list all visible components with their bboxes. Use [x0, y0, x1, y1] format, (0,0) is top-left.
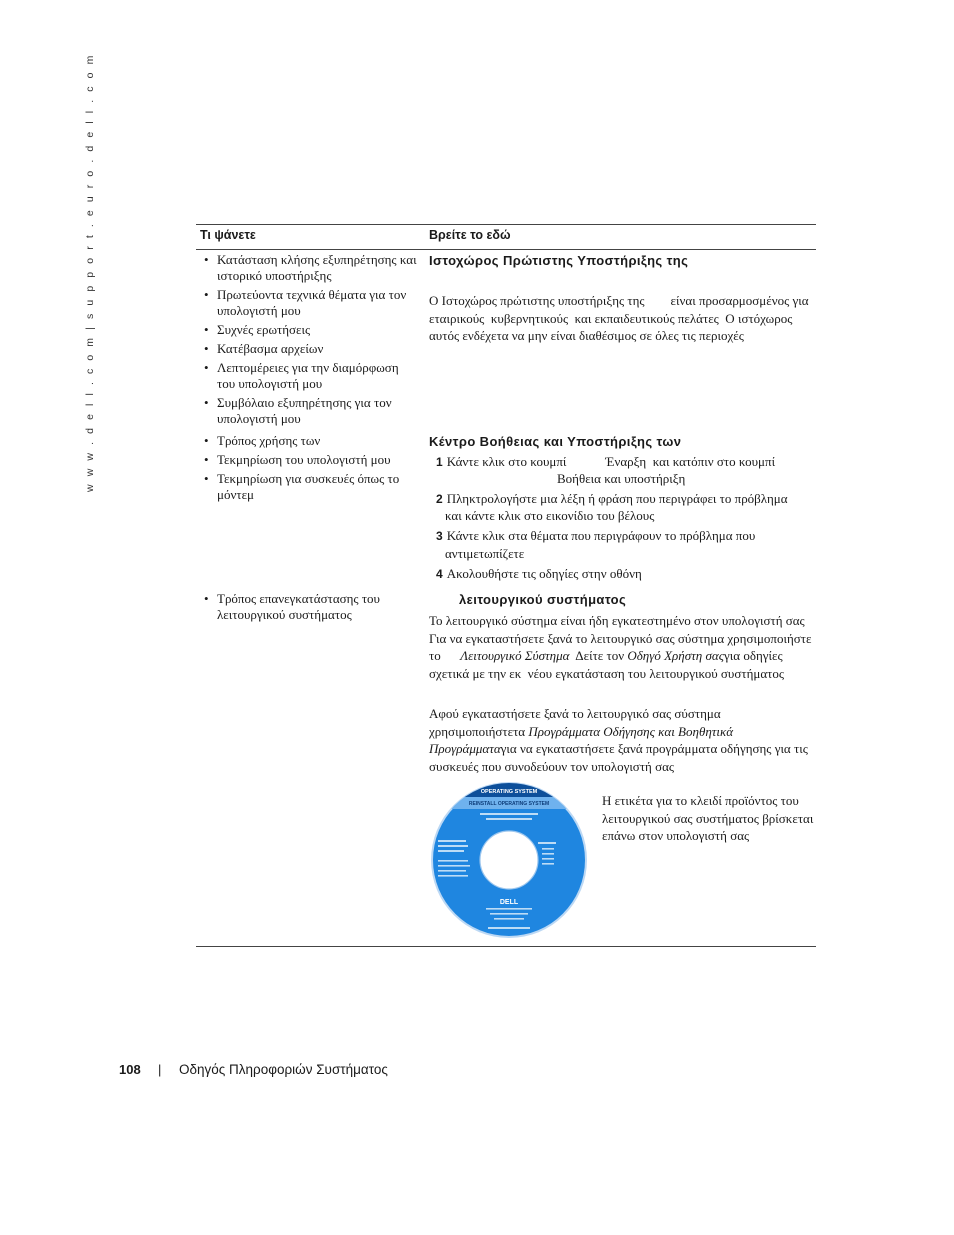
row3-bullets	[204, 591, 420, 626]
step-2	[436, 490, 814, 509]
step-text: Κάντε κλικ στα θέματα που περιγράφουν το πρόβλημα που	[446, 528, 756, 543]
list-item: • Λεπτομέρειες για την διαμόρφωση του υπολογιστή μου	[204, 360, 420, 392]
row2-heading: Κέντρο Βοήθειας και Υποστήριξης των	[429, 434, 682, 449]
table-header-rule	[196, 249, 816, 250]
step-number: 3	[436, 529, 443, 543]
step-text: Πληκτρολογήστε μια λέξη ή φράση που περιγράφει το πρόβλημα	[446, 491, 788, 506]
operating-system-cd-image	[428, 780, 591, 940]
footer-title: Οδηγός Πληροφοριών Συστήματος	[179, 1062, 388, 1077]
list-item: • Κατάσταση κλήσης εξυπηρέτησης και ιστορικό υποστήριξης	[204, 252, 420, 284]
cd-banner-text: OPERATING SYSTEM	[480, 789, 538, 795]
list-item: • Συμβόλαιο εξυπηρέτησης για τον υπολογιστή μου	[204, 395, 420, 427]
para-text: Δείτε τον	[569, 648, 628, 663]
list-item: • Πρωτεύοντα τεχνικά θέματα για τον υπολογιστή μου	[204, 287, 420, 319]
para-italic: Οδηγό Χρήστη σας	[627, 648, 725, 663]
row1-text: Ο Ιστοχώρος πρώτιστης υποστήριξης της είναι προσαρμοσμένος για εταιρικούς κυβερνητικούς και εκπαιδευτικούς πελάτες Ο ιστόχωρος αυτός ενδέχετα να μην είναι διαθέσιμος σε όλες τις περιοχές	[429, 293, 812, 343]
step-4	[436, 565, 814, 584]
para-italic: Προγράμματα Οδήγησης και Βοηθητικά Προγράμματα	[429, 723, 734, 756]
para-text: Το λειτουργικό σύστημα είναι ήδη εγκατεστημένο στον υπολογιστή σας Για να εγκαταστήσετε ξανά το λειτουργικό σας σύστημα χρησιμοποιήστε το	[429, 613, 815, 663]
row3-heading: λειτουργικού συστήματος	[459, 592, 627, 607]
para-text: Αφού εγκαταστήσετε ξανά το λειτουργικό σας σύστημα χρησιμοποιήστετα	[429, 706, 721, 739]
row2-bullets	[204, 433, 420, 506]
cd-brand-text: DELL	[499, 899, 519, 906]
step-number: 2	[436, 492, 443, 506]
para-text: για οδηγίες σχετικά με την εκ νέου εγκατάσταση του λειτουργικού συστήματος	[429, 648, 786, 681]
side-url: w w w . d e l l . c o m | s u p p o r t . e u r o . d e l l . c o m	[84, 53, 96, 492]
row3-para2	[429, 705, 814, 775]
list-item: • Συχνές ερωτήσεις	[204, 322, 420, 338]
col2-header: Βρείτε το εδώ	[429, 228, 511, 242]
step-number: 1	[436, 455, 443, 469]
table-top-rule	[196, 224, 816, 225]
step-number: 4	[436, 567, 443, 581]
step-1-line2: Βοήθεια και υποστήριξη	[557, 471, 686, 486]
row1-heading: Ιστοχώρος Πρώτιστης Υποστήριξης της	[429, 253, 689, 268]
step-2-line2: και κάντε κλικ στο εικονίδιο του βέλους	[445, 508, 655, 523]
list-item: • Τρόπος χρήσης των	[204, 433, 420, 449]
list-item: • Κατέβασμα αρχείων	[204, 341, 420, 357]
cd-subbanner-text: REINSTALL OPERATING SYSTEM	[468, 801, 550, 807]
col1-header: Τι ψάνετε	[200, 228, 256, 242]
list-item: • Τεκμηρίωση για συσκευές όπως το μόντεμ	[204, 471, 420, 503]
list-item: • Τρόπος επανεγκατάστασης του λειτουργικού συστήματος	[204, 591, 420, 623]
row1-bullets	[204, 252, 420, 430]
list-item: • Τεκμηρίωση του υπολογιστή μου	[204, 452, 420, 468]
page-number: 108	[119, 1062, 141, 1077]
para-italic: Λειτουργικό Σύστημα	[460, 648, 570, 663]
step-text: Κάντε κλικ στο κουμπί Έναρξη και κατόπιν στο κουμπί	[446, 454, 776, 469]
cd-center-hole	[480, 831, 538, 889]
table-bottom-rule	[196, 946, 816, 947]
step-3-line2: αντιμετωπίζετε	[445, 546, 525, 561]
step-text: Ακολουθήστε τις οδηγίες στην οθόνη	[446, 566, 642, 581]
para-text: για να εγκαταστήσετε ξανά προγράμματα οδήγησης για τις συσκευές που συνοδεύουν τον υπολογιστή σας	[429, 741, 808, 774]
row3-para1	[429, 612, 814, 682]
cd-caption: Η ετικέτα για το κλειδί προϊόντος του λειτουργικού σας συστήματος βρίσκεται επάνω στον υπολογιστή σας	[602, 793, 814, 843]
step-3	[436, 527, 814, 546]
step-1	[436, 453, 814, 472]
footer-separator: |	[158, 1062, 162, 1077]
